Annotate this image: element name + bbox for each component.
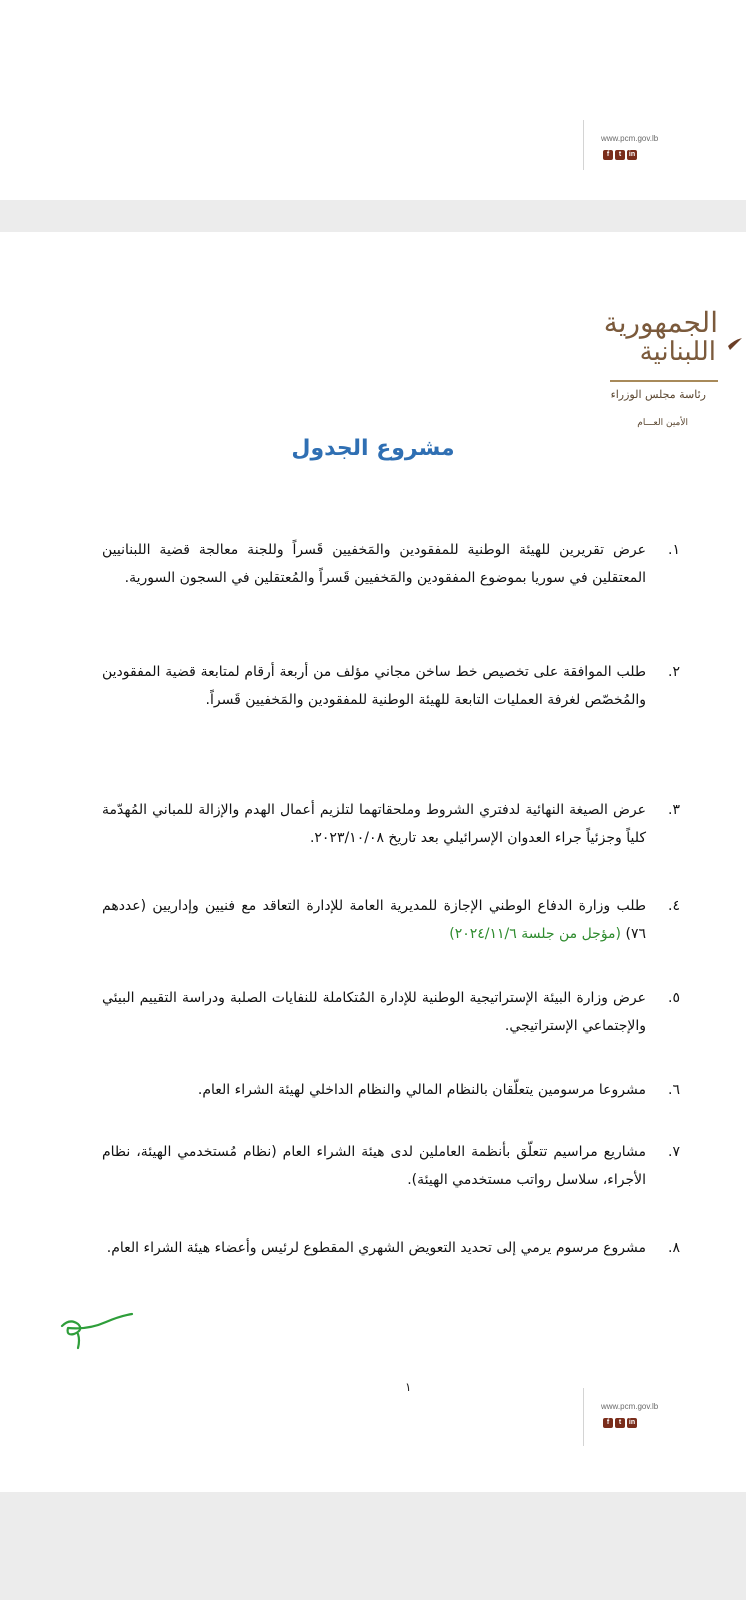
social-icons <box>603 150 637 160</box>
previous-page-fragment <box>0 0 746 200</box>
agenda-item-2 <box>102 658 680 714</box>
website-url: www.pcm.gov.lb <box>601 1402 659 1411</box>
item-number: ١. <box>668 542 680 558</box>
postponed-note: (مؤجل من جلسة ٢٠٢٤/١١/٦) <box>449 926 622 942</box>
header-contact <box>583 120 693 170</box>
divider <box>583 120 584 170</box>
item-number: ٨. <box>668 1240 680 1256</box>
emblem-title-line2: اللبنانية <box>639 337 716 367</box>
emblem-subtitle-secretary: الأمين العـــام <box>637 418 688 428</box>
item-text: عرض تقريرين للهيئة الوطنية للمفقودين والمَخفيين قَسراً وللجنة معالجة قضية اللبنانيين المعتقلين في سوريا بموضوع المفقودين والمَخفيين قَسراً والمُعتقلين في السجون السورية. <box>102 542 646 586</box>
agenda-item-8 <box>102 1234 680 1262</box>
item-text-main: طلب وزارة الدفاع الوطني الإجازة للمديرية العامة للإدارة التعاقد مع فنيين وإداريين (عددهم ٧٦) <box>102 898 646 942</box>
agenda-item-4 <box>102 892 680 948</box>
item-text: مشروع مرسوم يرمي إلى تحديد التعويض الشهري المقطوع لرئيس وأعضاء هيئة الشراء العام. <box>106 1240 646 1256</box>
linkedin-icon: in <box>628 151 636 158</box>
item-number: ٤. <box>668 898 680 914</box>
item-number: ٥. <box>668 990 680 1006</box>
agenda-item-5 <box>102 984 680 1040</box>
divider <box>583 1388 584 1446</box>
handwritten-signature <box>58 1310 138 1350</box>
emblem-divider <box>610 380 718 382</box>
agenda-item-1 <box>102 536 680 592</box>
page-number: ١ <box>405 1380 412 1394</box>
item-number: ٣. <box>668 802 680 818</box>
emblem <box>596 300 746 450</box>
twitter-icon: t <box>615 1418 625 1428</box>
item-number: ٢. <box>668 664 680 680</box>
document-title: مشروع الجدول <box>291 436 455 461</box>
emblem-subtitle: رئاسة مجلس الوزراء <box>610 388 706 401</box>
agenda-item-6 <box>102 1076 680 1104</box>
website-url: www.pcm.gov.lb <box>601 134 659 143</box>
agenda-item-7 <box>102 1138 680 1194</box>
item-text: طلب الموافقة على تخصيص خط ساخن مجاني مؤلف من أربعة أرقام لمتابعة قضية المفقودين والمُخصّص لغرفة العمليات التابعة للهيئة الوطنية للمفقودين والمَخفيين قَسراً. <box>102 664 646 708</box>
emblem-title-line1: الجمهورية <box>603 306 718 339</box>
item-text <box>102 892 646 948</box>
twitter-icon: t <box>615 150 625 160</box>
item-number: ٦. <box>668 1082 680 1098</box>
facebook-icon: f <box>603 1418 613 1428</box>
item-text: مشاريع مراسيم تتعلّق بأنظمة العاملين لدى هيئة الشراء العام (نظام مُستخدمي الهيئة، نظام الأجراء، سلاسل رواتب مستخدمي الهيئة). <box>102 1144 646 1188</box>
agenda-item-3 <box>102 796 680 852</box>
social-icons <box>603 1418 637 1428</box>
footer-contact <box>583 1388 693 1446</box>
linkedin-icon: in <box>628 1419 636 1426</box>
item-text: مشروعا مرسومين يتعلّقان بالنظام المالي والنظام الداخلي لهيئة الشراء العام. <box>197 1082 646 1098</box>
item-text: عرض الصيغة النهائية لدفتري الشروط وملحقاتهما لتلزيم أعمال الهدم والإزالة للمباني المُهدّمة كلياً وجزئياً جراء العدوان الإسرائيلي بعد تاريخ ٢٠٢٣/١٠/٠٨. <box>102 802 646 846</box>
facebook-icon: f <box>603 150 613 160</box>
item-text: عرض وزارة البيئة الإستراتيجية الوطنية للإدارة المُتكاملة للنفايات الصلبة ودراسة التقييم البيئي والإجتماعي الإستراتيجي. <box>102 990 646 1034</box>
item-number: ٧. <box>668 1144 680 1160</box>
cedar-swoosh-icon <box>728 336 742 352</box>
